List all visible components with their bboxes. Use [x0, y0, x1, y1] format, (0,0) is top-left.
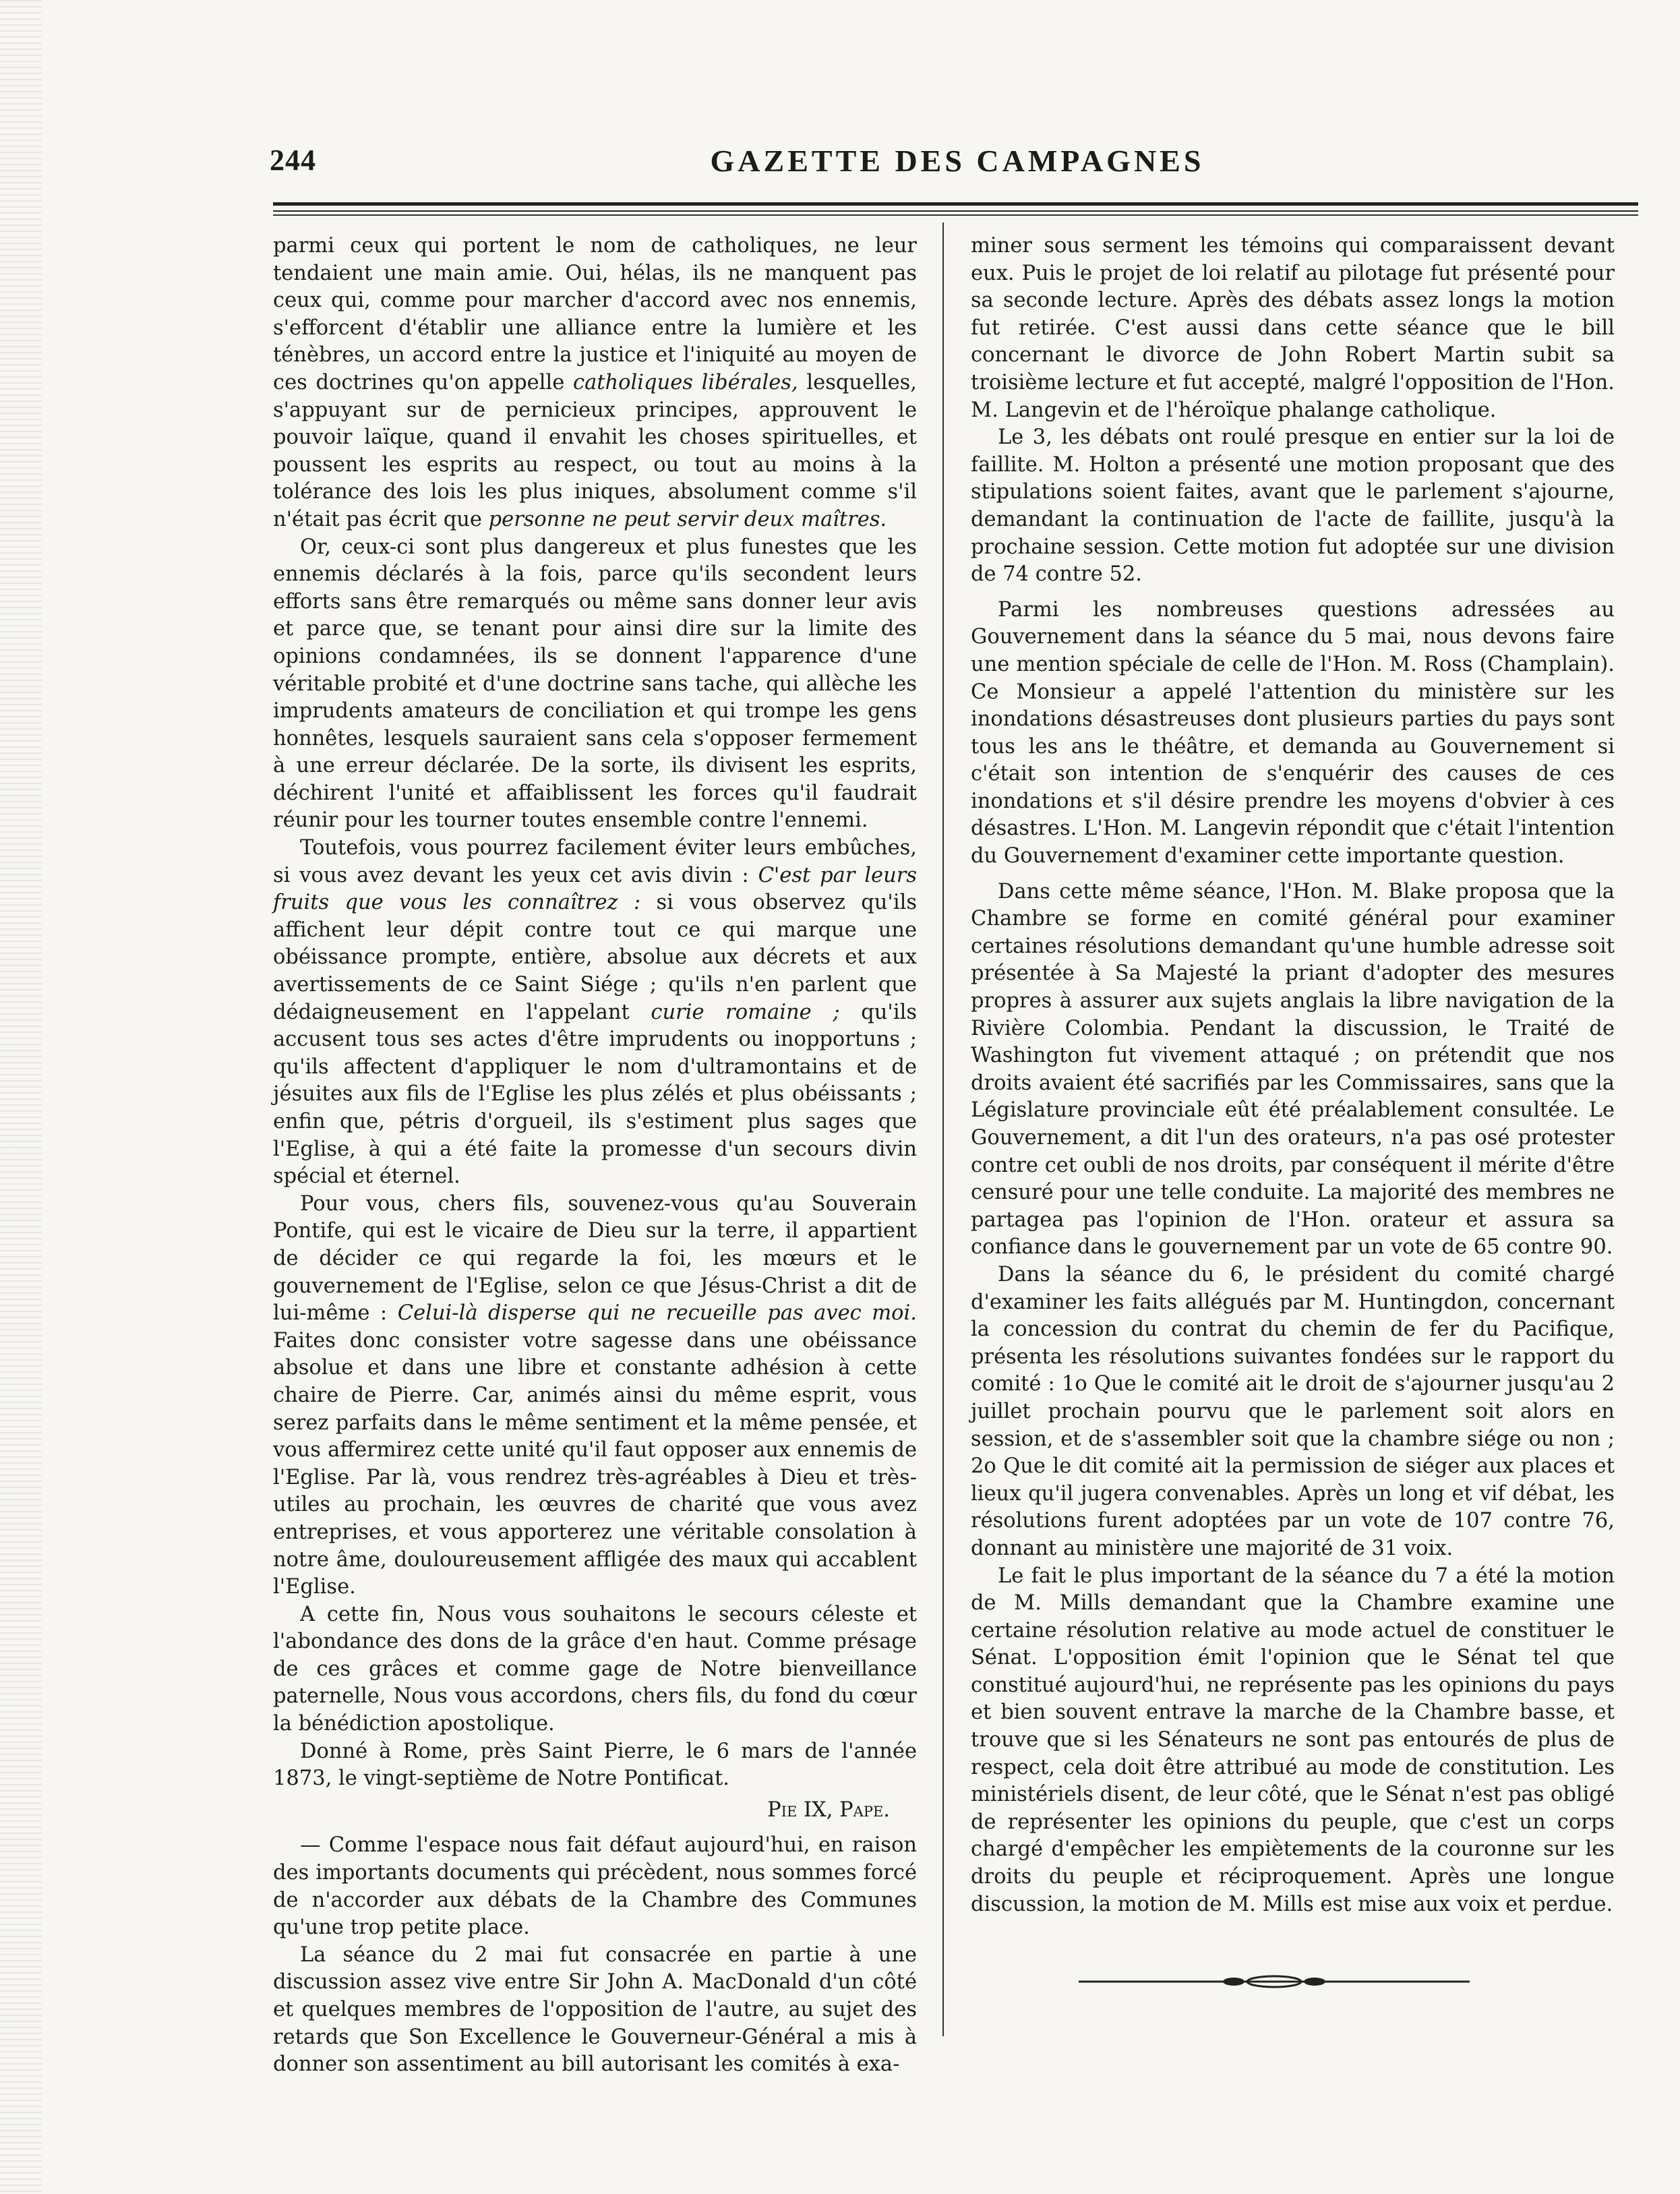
newspaper-title: GAZETTE DES CAMPAGNES: [710, 144, 1205, 178]
ornament-divider: [1079, 1973, 1470, 1990]
right-paragraph-5: Dans la séance du 6, le président du comité chargé d'examiner les faits allégués par M. Huntingdon, concernant la concession du contrat du chemin de fer du Pacifique, présenta les résolutions suivantes fondées sur le rapport du comité : 1o Que le comité ait le droit de s'ajourner jusqu'au 2 juillet prochain pourvu que le parlement soit alors en session, et de s'assembler soit que la chambre siége ou non ; 2o Que le dit comité ait la permission de siéger aux places et lieux qu'il jugera convenables. Après un long et vif débat, les résolutions furent adoptées par un vote de 107 contre 76, donnant au ministère une majorité de 31 voix.: [971, 1262, 1615, 1560]
left-column: [273, 233, 917, 2077]
left-paragraph-3: Toutefois, vous pourrez facilement éviter leurs embûches, si vous avez devant les yeux cet avis divin : C'est par leurs fruits que vous les connaîtrez : si vous observez qu'ils affichent leur dépit contre tout ce qui marque une obéissance prompte, entière, absolue aux décrets et aux avertissements de ce Saint Siége ; qu'ils n'en parlent que dédaigneusement en l'appelant curie romaine ; qu'ils accusent tous ses actes d'être imprudents ou inopportuns ; qu'ils affectent d'appliquer le nom d'ultramontains et de jésuites aux fils de l'Eglise les plus zélés et plus obéissants ; enfin que, pétris d'orgueil, ils s'estiment plus sages que l'Eglise, à qui a été faite la promesse d'un secours divin spécial et éternel.: [273, 836, 917, 1189]
header-rule: [273, 202, 1638, 212]
right-paragraph-4: Dans cette même séance, l'Hon. M. Blake proposa que la Chambre se forme en comité général pour examiner certaines résolutions demandant qu'une humble adresse soit présentée à Sa Majesté la priant d'adopter des mesures propres à assurer aux sujets anglais la libre navigation de la Rivière Colombia. Pendant la discussion, le Traité de Washington fut vivement attaqué ; on prétendit que nos droits avaient été sacrifiés par les Commissaires, sans que la Législature provinciale eût été préalablement consultée. Le Gouvernement, a dit l'un des orateurs, n'a pas osé protester contre cet oubli de nos droits, par conséquent il mérite d'être censuré pour une telle conduite. La majorité des membres ne partagea pas l'opinion de l'Hon. orateur et assura sa confiance dans le gouvernement par un vote de 65 contre 90.: [971, 879, 1615, 1259]
scan-edge: [0, 0, 42, 2194]
right-paragraph-3: Parmi les nombreuses questions adressées au Gouvernement dans la séance du 5 mai, nous devons faire une mention spéciale de celle de l'Hon. M. Ross (Champlain). Ce Monsieur a appelé l'attention du ministère sur les inondations désastreuses dont plusieurs parties du pays sont tous les ans le théâtre, et demanda au Gouvernement si c'était son intention de s'enquérir des causes de ces inondations et s'il désire prendre les moyens d'obvier à ces désastres. L'Hon. M. Langevin répondit que c'était l'intention du Gouvernement d'examiner cette importante question.: [971, 597, 1615, 868]
right-paragraph-1: miner sous serment les témoins qui comparaissent devant eux. Puis le projet de loi relatif au pilotage fut présenté pour sa seconde lecture. Après des débats assez longs la motion fut retirée. C'est aussi dans cette séance que le bill concernant le divorce de John Robert Martin subit sa troisième lecture et fut accepté, malgré l'opposition de l'Hon. M. Langevin et de l'héroïque phalange catholique.: [971, 234, 1615, 422]
page-header: [270, 143, 1645, 183]
left-paragraph-4: Pour vous, chers fils, souvenez-vous qu'au Souverain Pontife, qui est le vicaire de Dieu sur la terre, il appartient de décider ce qui regarde la foi, les mœurs et le gouvernement de l'Eglise, selon ce que Jésus-Christ a dit de lui-même : Celui-là disperse qui ne recueille pas avec moi. Faites donc consister votre sagesse dans une obéissance absolue et dans une libre et constante adhésion à cette chaire de Pierre. Car, animés ainsi du même esprit, vous serez parfaits dans le même sentiment et la même pensée, et vous affermirez cette unité qu'il faut opposer aux ennemis de l'Eglise. Par là, vous rendrez très-agréables à Dieu et très-utiles au prochain, les œuvres de charité que vous avez entreprises, et vous apporterez une véritable consolation à notre âme, douloureusement affligée des maux qui accablent l'Eglise.: [273, 1191, 917, 1599]
left-paragraph-2: Or, ceux-ci sont plus dangereux et plus funestes que les ennemis déclarés à la fois, parce qu'ils secondent leurs efforts sans être remarqués ou même sans donner leur avis et parce que, se tenant pour ainsi dire sur la limite des opinions condamnées, ils se donnent l'apparence d'une véritable probité et d'une doctrine sans tache, qui allèche les imprudents amateurs de conciliation et qui trompe les gens honnêtes, lesquels sauraient sans cela s'opposer fermement à une erreur déclarée. De la sorte, ils divisent les esprits, déchirent l'unité et affaiblissent les forces qu'il faudrait réunir pour les tourner toutes ensemble contre l'ennemi.: [273, 535, 917, 833]
left-paragraph-8: La séance du 2 mai fut consacrée en partie à une discussion assez vive entre Sir John A. MacDonald d'un côté et quelques membres de l'opposition de l'autre, au sujet des retards que Son Excellence le Gouverneur-Général a mis à donner son assentiment au bill autorisant les comités à exa-: [273, 1943, 917, 2077]
signature: Pie IX, Pape.: [767, 1798, 890, 1822]
column-divider: [942, 223, 944, 2036]
right-paragraph-2: Le 3, les débats ont roulé presque en entier sur la loi de faillite. M. Holton a présenté une motion proposant que des stipulations soient faites, avant que le parlement s'ajourne, demandant la continuation de l'acte de faillite, jusqu'à la prochaine session. Cette motion fut adoptée sur une division de 74 contre 52.: [971, 425, 1615, 587]
page-number: 244: [270, 144, 316, 177]
left-paragraph-7: — Comme l'espace nous fait défaut aujourd'hui, en raison des importants documents qui précèdent, nous sommes forcé de n'accorder aux débats de la Chambre des Communes qu'une trop petite place.: [273, 1833, 917, 1940]
right-paragraph-6: Le fait le plus important de la séance du 7 a été la motion de M. Mills demandant que la Chambre examine une certaine résolution relative au mode actuel de constituer le Sénat. L'opposition émit l'opinion que le Sénat tel que constitué aujourd'hui, ne représente pas les opinions du pays et bien souvent entrave la marche de la Chambre basse, et trouve que si les Sénateurs ne sont pas entourés de plus de respect, cela doit être attribué au mode de constitution. Les ministériels disent, de leur côté, que le Sénat n'est pas obligé de représenter les opinions du peuple, que c'est un corps chargé d'empêcher les empiètements de la couronne sur les droits du peuple et réciproquement. Après une longue discussion, la motion de M. Mills est mise aux voix et perdue.: [971, 1564, 1615, 1916]
left-paragraph-5: A cette fin, Nous vous souhaitons le secours céleste et l'abondance des dons de la grâce d'en haut. Comme présage de ces grâces et comme gage de Notre bienveillance paternelle, Nous vous accordons, chers fils, du fond du cœur la bénédiction apostolique.: [273, 1602, 917, 1736]
left-paragraph-6: Donné à Rome, près Saint Pierre, le 6 mars de l'année 1873, le vingt-septième de Notre Pontificat.: [273, 1739, 917, 1791]
left-paragraph-1: parmi ceux qui portent le nom de catholiques, ne leur tendaient une main amie. Oui, hélas, ils ne manquent pas ceux qui, comme pour marcher d'accord avec nos ennemis, s'efforcent d'établir une alliance entre la lumière et les ténèbres, un accord entre la justice et l'iniquité au moyen de ces doctrines qu'on appelle catholiques libérales, lesquelles, s'appuyant sur de pernicieux principes, approuvent le pouvoir laïque, quand il envahit les choses spirituelles, et poussent les esprits au respect, ou tout au moins à la tolérance des lois les plus iniques, absolument comme s'il n'était pas écrit que personne ne peut servir deux maîtres.: [273, 234, 917, 531]
right-column: [971, 233, 1615, 2053]
header-rule-thin: [273, 214, 1638, 216]
